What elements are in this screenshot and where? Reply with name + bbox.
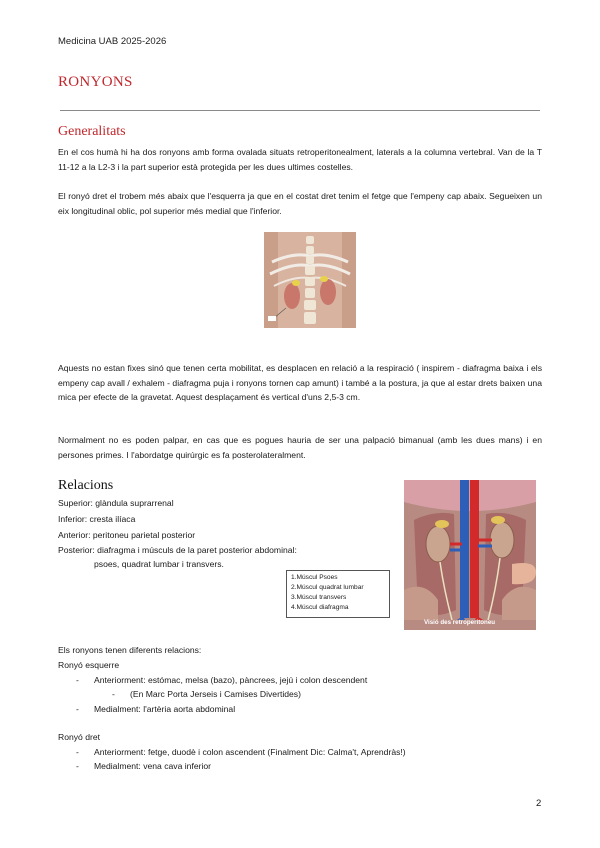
right-kidney-medial: Medialment: vena cava inferior: [94, 761, 212, 771]
paragraph-3: Aquests no estan fixes sinó que tenen certa mobilitat, es desplacen en relació a la respiració ( inspirem - diafragma baixa i els empeny cap avall / exhalem - diafragma puja i ronyons tornen cap amunt) i també a la postura, ja que al estar drets baixen una mica per efecte de la gravetat. Aquest desplaçament és vertical d'uns 2,5-3 cm.: [58, 363, 542, 403]
legend-item: 3.Múscul transvers: [291, 594, 347, 601]
relation-anterior: Anterior: peritoneu parietal posterior: [58, 530, 196, 540]
relation-inferior: Inferior: cresta ilíaca: [58, 514, 136, 524]
right-kidney-anterior: Anteriorment: fetge, duodè i colon ascendent (Finalment Dic: Calma't, Aprendràs!): [94, 747, 406, 757]
bullet-dash: -: [76, 704, 79, 714]
relation-posterior: Posterior: diafragma i músculs de la paret posterior abdominal:: [58, 545, 297, 555]
retroperitoneal-illustration: [404, 480, 536, 630]
legend-item: 2.Múscul quadrat lumbar: [291, 584, 364, 591]
document-header: Medicina UAB 2025-2026: [58, 36, 167, 47]
page-number: 2: [536, 798, 542, 809]
paragraph-4: Normalment no es poden palpar, en cas que es pogues hauria de ser una palpació bimanual (amb les dues mans) i en persones primes. I l'abordatge quirúrgic es fa posterolateralment.: [58, 435, 542, 460]
figure-caption: Visió des retroperitoneu: [424, 619, 496, 626]
left-kidney-mnemonic: (En Marc Porta Jerseis i Camises Divertides): [130, 689, 301, 699]
legend-item: 4.Múscul diafragma: [291, 604, 349, 611]
paragraph-2: El ronyó dret el trobem més abaix que l'esquerra ja que en el costat dret tenim el fetge que l'empeny cap abaix. Segueixen un eix longitudinal oblic, pol superior més medial que l'inferior.: [58, 191, 542, 216]
relations-intro: Els ronyons tenen diferents relacions:: [58, 645, 202, 655]
left-kidney-anterior: Anteriorment: estómac, melsa (bazo), pàncrees, jejú i colon descendent: [94, 675, 368, 685]
back-anatomy-illustration: [264, 232, 356, 328]
legend-item: 1.Múscul Psoes: [291, 574, 338, 581]
kidney-back-figure: [264, 232, 356, 328]
retroperitoneal-figure: [404, 480, 536, 630]
title-divider: [60, 110, 540, 111]
bullet-dash: -: [76, 747, 79, 757]
relation-superior: Superior: glàndula suprarrenal: [58, 498, 174, 508]
section-heading-generalitats: Generalitats: [58, 124, 126, 139]
relation-posterior-muscles: psoes, quadrat lumbar i transvers.: [94, 559, 224, 569]
section-heading-relacions: Relacions: [58, 478, 114, 493]
right-kidney-title: Ronyó dret: [58, 732, 101, 742]
muscle-legend: [286, 570, 390, 618]
bullet-dash: -: [112, 689, 115, 699]
bullet-dash: -: [76, 761, 79, 771]
page-title: RONYONS: [58, 74, 133, 90]
paragraph-1: En el cos humà hi ha dos ronyons amb forma ovalada situats retroperitonealment, laterals a la columna vertebral. Van de la T 11-12 a la L2-3 i la part superior està protegida per les dues ultimes costelles.: [58, 147, 542, 172]
left-kidney-medial: Medialment: l'artèria aorta abdominal: [94, 704, 236, 714]
left-kidney-title: Ronyó esquerre: [58, 660, 120, 670]
bullet-dash: -: [76, 675, 79, 685]
